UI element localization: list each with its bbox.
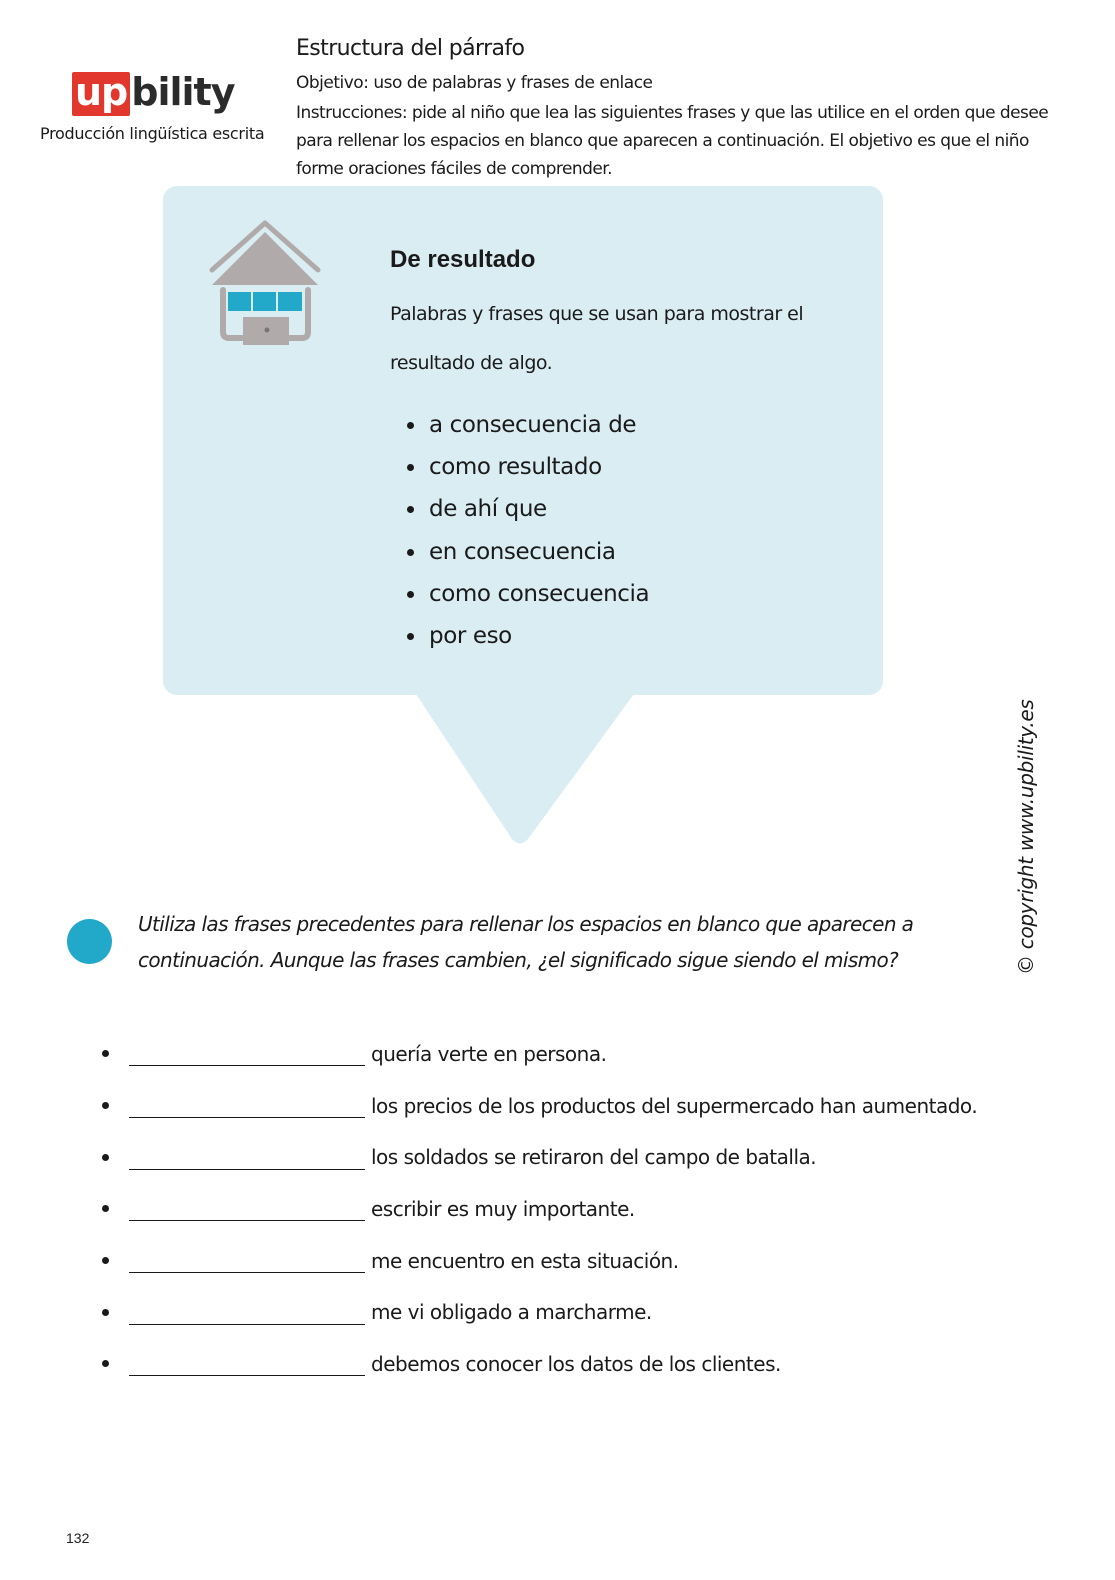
phrase-item: de ahí que <box>405 488 649 530</box>
bullet-icon <box>102 1360 109 1367</box>
objective-text: Objetivo: uso de palabras y frases de enlace <box>296 73 653 93</box>
phrase-list <box>405 404 649 657</box>
upbility-logo <box>72 72 234 116</box>
sentence-text: me encuentro en esta situación. <box>371 1248 679 1273</box>
panel-description: Palabras y frases que se usan para mostrar el resultado de algo. <box>390 303 804 374</box>
sentence-item <box>100 1080 977 1132</box>
bullet-icon <box>102 1154 109 1161</box>
page-title: Estructura del párrafo <box>296 36 525 61</box>
sentence-item <box>100 1028 977 1080</box>
sentence-item <box>100 1131 977 1183</box>
blank-field[interactable] <box>129 1200 365 1221</box>
sentence-text: los soldados se retiraron del campo de batalla. <box>371 1145 817 1170</box>
sentence-text: escribir es muy importante. <box>371 1196 635 1221</box>
phrase-item: a consecuencia de <box>405 404 649 446</box>
panel-heading: De resultado <box>390 246 536 273</box>
house-icon <box>208 220 323 348</box>
sentence-text: los precios de los productos del supermercado han aumentado. <box>371 1093 978 1118</box>
sentence-text: me vi obligado a marcharme. <box>371 1300 652 1325</box>
bullet-icon <box>102 1050 109 1057</box>
instructions-text: Instrucciones: pide al niño que lea las siguientes frases y que las utilice en el orden que desee para rellenar los espacios en blanco que aparecen a continuación. El objetivo es que el niño forme oraciones fáciles de comprender. <box>296 103 1049 179</box>
phrase-item: por eso <box>405 615 649 657</box>
blank-field[interactable] <box>129 1355 365 1376</box>
sentence-item <box>100 1286 977 1338</box>
blank-field[interactable] <box>129 1252 365 1273</box>
bullet-icon <box>102 1257 109 1264</box>
logo-up-part: up <box>72 72 130 116</box>
copyright-text: © copyright www.upbility.es <box>1014 699 1038 975</box>
blank-field[interactable] <box>129 1045 365 1066</box>
blank-field[interactable] <box>129 1304 365 1325</box>
logo-bility-part: bility <box>131 70 235 114</box>
bullet-icon <box>102 1205 109 1212</box>
bullet-icon <box>102 1309 109 1316</box>
page-number: 132 <box>66 1530 90 1546</box>
sentence-item <box>100 1235 977 1287</box>
phrase-item: en consecuencia <box>405 531 649 573</box>
fill-in-sentence-list <box>100 1028 977 1390</box>
sentence-item <box>100 1338 977 1390</box>
blank-field[interactable] <box>129 1097 365 1118</box>
series-subtitle: Producción lingüística escrita <box>40 124 265 143</box>
panel-pointer-tail <box>410 694 640 849</box>
exercise-marker-dot-icon <box>67 919 112 964</box>
exercise-instruction: Utiliza las frases precedentes para rellenar los espacios en blanco que aparecen a continuación. Aunque las frases cambien, ¿el significado sigue siendo el mismo? <box>138 912 914 972</box>
sentence-text: debemos conocer los datos de los clientes. <box>371 1351 781 1376</box>
phrase-item: como consecuencia <box>405 573 649 615</box>
phrase-item: como resultado <box>405 446 649 488</box>
bullet-icon <box>102 1102 109 1109</box>
sentence-text: quería verte en persona. <box>371 1041 607 1066</box>
blank-field[interactable] <box>129 1149 365 1170</box>
sentence-item <box>100 1183 977 1235</box>
